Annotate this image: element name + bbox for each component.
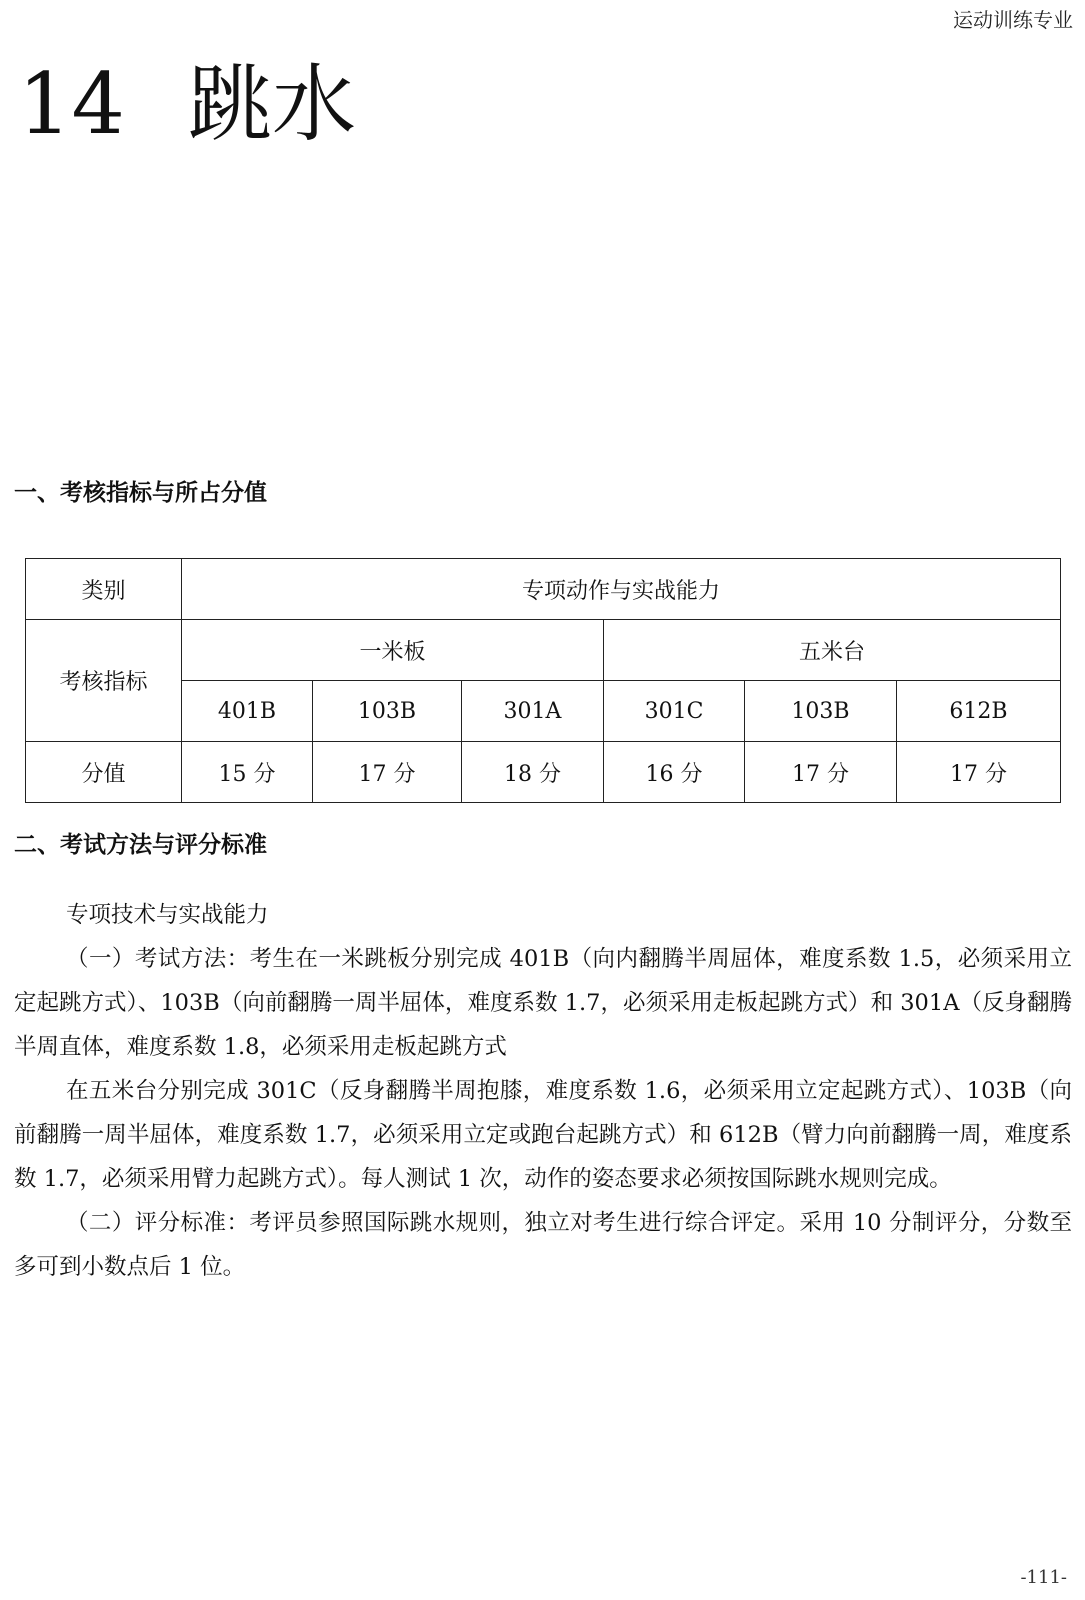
table-row-category — [26, 559, 1061, 620]
paragraph-method-1m: （一）考试方法：考生在一米跳板分别完成 401B（向内翻腾半周屈体，难度系数 1.5，必须采用立定起跳方式）、103B（向前翻腾一周半屈体，难度系数 1.7，必须采用走板起跳方式）和 301A（反身翻腾半周直体，难度系数 1.8，必须采用走板起跳方式 — [14, 946, 1072, 1060]
cell-score: 17 分 — [897, 742, 1061, 803]
cell-group-5m: 五米台 — [604, 620, 1061, 681]
score-table — [25, 558, 1061, 803]
table-row-groups — [26, 620, 1061, 681]
table-row-scores — [26, 742, 1061, 803]
cell-code: 612B — [897, 681, 1061, 742]
cell-category-label: 类别 — [26, 559, 182, 620]
cell-score: 17 分 — [745, 742, 897, 803]
paragraph-method-5m: 在五米台分别完成 301C（反身翻腾半周抱膝，难度系数 1.6，必须采用立定起跳方式）、103B（向前翻腾一周半屈体，难度系数 1.7，必须采用立定或跑台起跳方式）和 612B（臂力向前翻腾一周，难度系数 1.7，必须采用臂力起跳方式）。每人测试 1 次，动作的姿态要求必须按国际跳水规则完成。 — [14, 1078, 1072, 1192]
paragraph-scoring: （二）评分标准：考评员参照国际跳水规则，独立对考生进行综合评定。采用 10 分制评分，分数至多可到小数点后 1 位。 — [14, 1210, 1072, 1280]
cell-category-value: 专项动作与实战能力 — [182, 559, 1061, 620]
body-text — [14, 893, 1072, 1289]
section-heading-method: 二、考试方法与评分标准 — [14, 832, 267, 858]
cell-indicator-label: 考核指标 — [26, 620, 182, 742]
cell-code: 103B — [745, 681, 897, 742]
chapter-name: 跳水 — [188, 55, 357, 153]
cell-score: 16 分 — [604, 742, 745, 803]
paragraph-subtitle: 专项技术与实战能力 — [66, 902, 269, 928]
section-heading-indicators: 一、考核指标与所占分值 — [14, 480, 267, 506]
cell-code: 103B — [313, 681, 462, 742]
cell-score: 18 分 — [462, 742, 604, 803]
running-header: 运动训练专业 — [953, 8, 1073, 32]
page-number: -111- — [1020, 1567, 1067, 1588]
cell-score-label: 分值 — [26, 742, 182, 803]
chapter-title — [18, 55, 357, 153]
cell-code: 401B — [182, 681, 313, 742]
cell-code: 301A — [462, 681, 604, 742]
cell-code: 301C — [604, 681, 745, 742]
cell-score: 17 分 — [313, 742, 462, 803]
cell-group-1m: 一米板 — [182, 620, 604, 681]
table-row-codes — [26, 681, 1061, 742]
chapter-number: 14 — [18, 55, 125, 153]
cell-score: 15 分 — [182, 742, 313, 803]
